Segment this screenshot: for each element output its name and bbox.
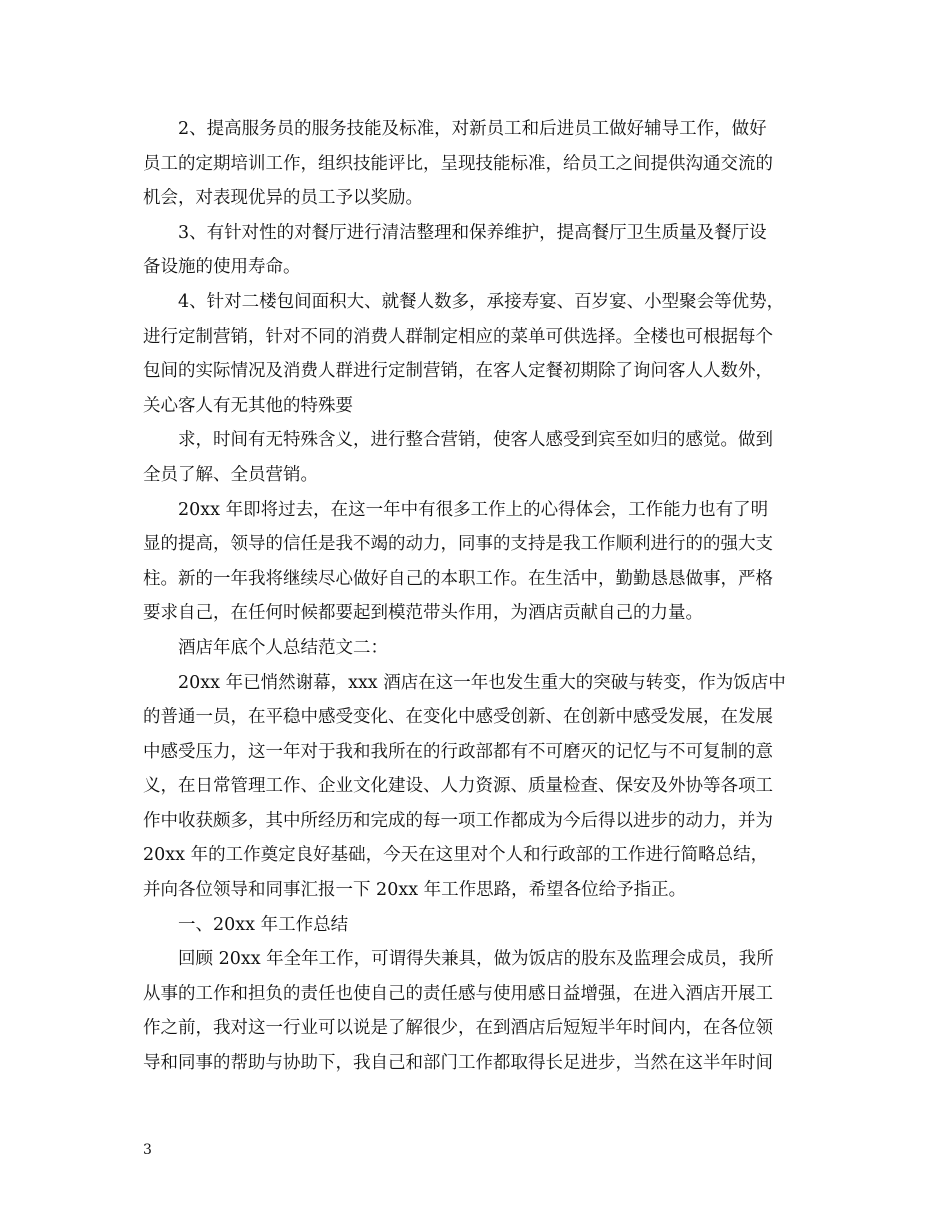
- text-line: 进行定制营销，针对不同的消费人群制定相应的菜单可供选择。全楼也可根据每个: [143, 326, 773, 347]
- text-line: 义，在日常管理工作、企业文化建设、人力资源、质量检查、保安及外协等各项工: [143, 776, 773, 797]
- text-line: 柱。新的一年我将继续尽心做好自己的本职工作。在生活中，勤勤恳恳做事，严格: [143, 568, 773, 589]
- text-line: 一、20xx 年工作总结: [178, 914, 349, 935]
- text-line: 机会，对表现优异的员工予以奖励。: [143, 188, 423, 209]
- page-number: 3: [143, 1142, 152, 1158]
- body-text: [143, 112, 813, 1081]
- text-line: 求，时间有无特殊含义，进行整合营销，使客人感受到宾至如归的感觉。做到: [178, 430, 773, 451]
- text-line: 备设施的使用寿命。: [143, 257, 301, 278]
- text-line: 作中收获颇多，其中所经历和完成的每一项工作都成为今后得以进步的动力，并为: [143, 810, 773, 831]
- text-line: 酒店年底个人总结范文二：: [178, 637, 388, 658]
- text-line: 显的提高，领导的信任是我不竭的动力，同事的支持是我工作顺利进行的的强大支: [143, 534, 773, 555]
- text-line: 并向各位领导和同事汇报一下 20xx 年工作思路，希望各位给予指正。: [143, 880, 687, 901]
- text-line: 包间的实际情况及消费人群进行定制营销，在客人定餐初期除了询问客人人数外，: [143, 361, 773, 382]
- text-line: 从事的工作和担负的责任也使自己的责任感与使用感日益增强，在进入酒店开展工: [143, 983, 773, 1004]
- text-line: 2、提高服务员的服务技能及标准，对新员工和后进员工做好辅导工作，做好: [178, 119, 767, 139]
- text-line: 关心客人有无其他的特殊要: [143, 395, 353, 416]
- text-line: 20xx 年的工作奠定良好基础，今天在这里对个人和行政部的工作进行简略总结，: [143, 845, 769, 866]
- text-line: 中感受压力，这一年对于我和我所在的行政部都有不可磨灭的记忆与不可复制的意: [143, 741, 773, 762]
- text-line: 4、针对二楼包间面积大、就餐人数多，承接寿宴、百岁宴、小型聚会等优势，: [178, 291, 785, 312]
- text-line: 回顾 20xx 年全年工作，可谓得失兼具，做为饭店的股东及监理会成员，我所: [178, 949, 774, 970]
- text-line: 全员了解、全员营销。: [143, 464, 318, 485]
- text-line: 员工的定期培训工作，组织技能评比，呈现技能标准，给员工之间提供沟通交流的: [143, 153, 773, 174]
- text-line: 20xx 年已悄然谢幕，xxx 酒店在这一年也发生重大的突破与转变，作为饭店中: [178, 672, 786, 693]
- text-line: 20xx 年即将过去，在这一年中有很多工作上的心得体会，工作能力也有了明: [178, 499, 769, 520]
- text-line: 要求自己，在任何时候都要起到模范带头作用，为酒店贡献自己的力量。: [143, 603, 703, 624]
- text-line: 的普通一员，在平稳中感受变化、在变化中感受创新、在创新中感受发展，在发展: [143, 707, 773, 728]
- text-line: 导和同事的帮助与协助下，我自己和部门工作都取得长足进步，当然在这半年时间: [143, 1053, 773, 1074]
- text-line: 3、有针对性的对餐厅进行清洁整理和保养维护，提高餐厅卫生质量及餐厅设: [178, 222, 767, 243]
- text-line: 作之前，我对这一行业可以说是了解很少，在到酒店后短短半年时间内，在各位领: [143, 1018, 773, 1039]
